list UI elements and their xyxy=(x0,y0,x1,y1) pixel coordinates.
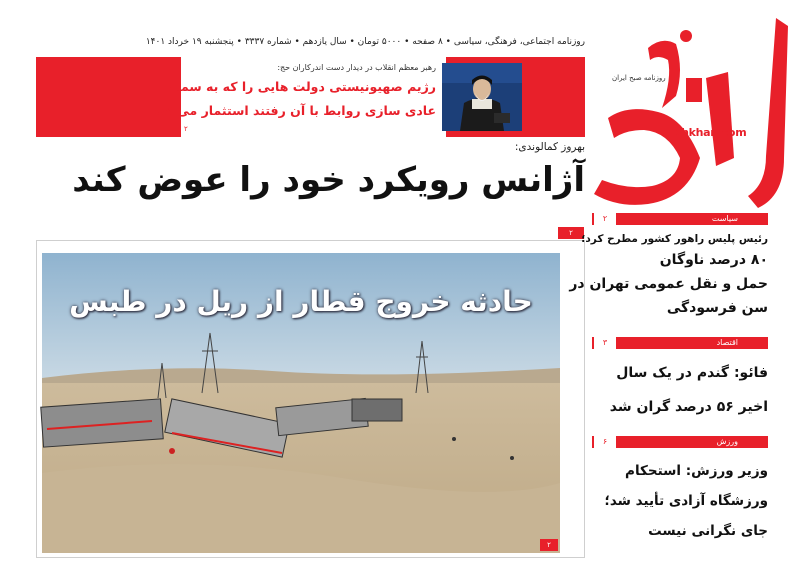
lead-headline[interactable]: آژانس رویکرد خود را عوض کند xyxy=(72,160,585,200)
banner-text-box xyxy=(152,57,446,137)
top-banner[interactable] xyxy=(36,57,585,137)
banner-page-number: ۲ xyxy=(184,125,188,133)
story-kicker: رئیس پلیس راهور کشور مطرح کرد؛ xyxy=(581,233,768,245)
story-economy[interactable] xyxy=(592,356,768,424)
section-bar-sports[interactable] xyxy=(592,436,768,448)
logo-subtitle: روزنامه صبح ایران xyxy=(612,74,666,82)
section-bar-economy[interactable] xyxy=(592,337,768,349)
story-line: ورزشگاه آزادی تأیید شد؛ xyxy=(604,493,768,509)
afkar-logo-icon xyxy=(588,8,800,228)
story-line: ۸۰ درصد ناوگان xyxy=(659,252,768,268)
leader-portrait-photo xyxy=(442,63,522,131)
story-sports[interactable] xyxy=(592,456,768,546)
section-page-number: ۲ xyxy=(594,213,616,225)
banner-headline-line-2: عادی سازی روابط با آن رفتند استثمار می کند xyxy=(152,103,436,118)
banner-headline-line-1: رژیم صهیونیستی دولت هایی را که به سمت xyxy=(167,79,436,94)
section-label: سیاست xyxy=(711,214,738,223)
story-line: حمل و نقل عمومی تهران در xyxy=(569,276,768,292)
lead-byline: بهروز کمالوندی: xyxy=(514,141,585,153)
story-line: فائو: گندم در یک سال xyxy=(616,365,768,381)
masthead-logo[interactable] xyxy=(588,8,800,228)
lead-page-number: ۲ xyxy=(558,227,584,239)
section-page-number: ۳ xyxy=(594,337,616,349)
issue-info-line: روزنامه اجتماعی، فرهنگی، سیاسی • ۸ صفحه • ۵۰۰۰ تومان • سال یازدهم • شماره ۳۳۳۷ • پنجشنبه ۱۹ خرداد ۱۴۰۱ xyxy=(145,37,585,47)
source-watermark: Pishkhan.com xyxy=(663,126,747,139)
banner-kicker: رهبر معظم انقلاب در دیدار دست اندرکاران حج: xyxy=(277,63,436,72)
section-bar-politics[interactable] xyxy=(592,213,768,225)
story-line: اخیر ۵۶ درصد گران شد xyxy=(609,399,768,415)
section-label: اقتصاد xyxy=(716,338,738,347)
photo-page-number: ۲ xyxy=(540,539,558,551)
story-line: جای نگرانی نیست xyxy=(648,523,768,539)
story-line: سن فرسودگی xyxy=(666,300,768,316)
photo-caption: حادثه خروج قطار از ریل در طبس xyxy=(69,285,533,318)
train-derailment-photo[interactable] xyxy=(42,253,560,553)
section-page-number: ۶ xyxy=(594,436,616,448)
story-politics[interactable] xyxy=(569,230,768,320)
section-label: ورزش xyxy=(716,437,738,446)
story-line: وزیر ورزش: استحکام xyxy=(625,463,768,479)
